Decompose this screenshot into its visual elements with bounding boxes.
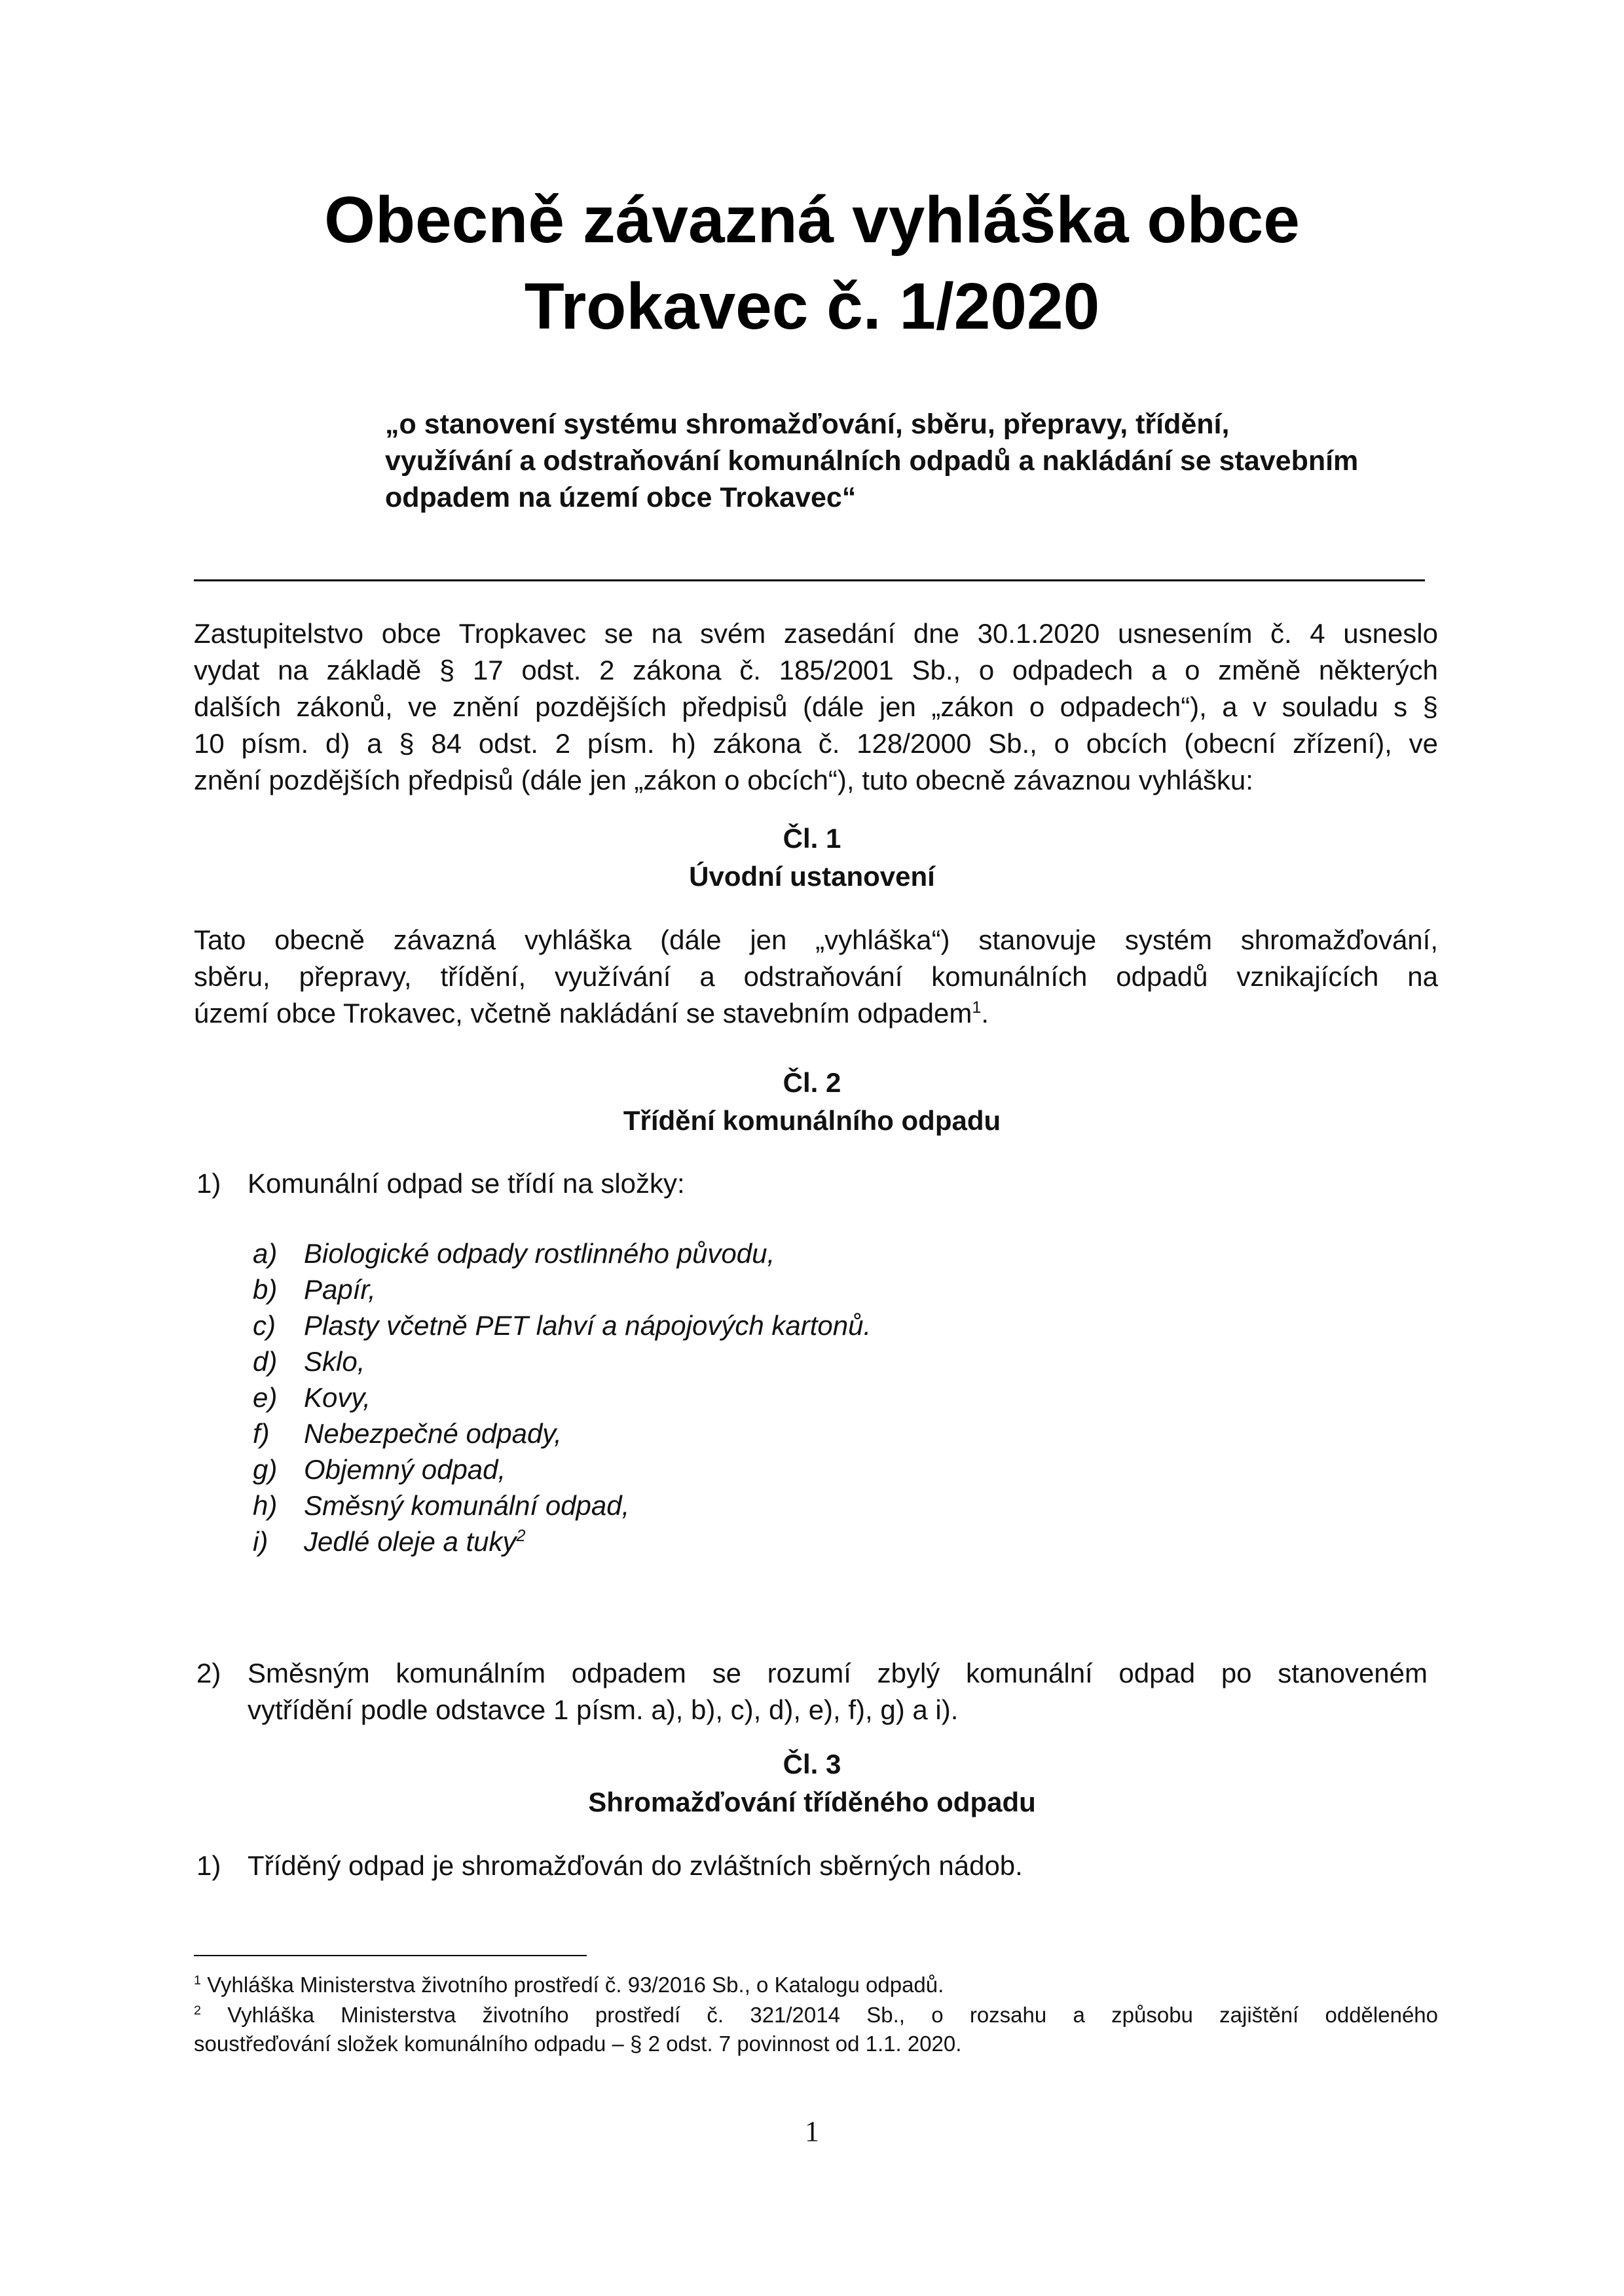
subtitle-line-1: „o stanovení systému shromažďování, sběru, přepravy, třídění, [385, 409, 1230, 440]
clause-number: 2) [196, 1658, 221, 1688]
footnote-text: Vyhláška Ministerstva životního prostředí č. 93/2016 Sb., o Katalogu odpadů. [207, 1973, 944, 1997]
footnote-marker: 1 [194, 1973, 202, 1988]
footnote-marker: 2 [194, 2003, 202, 2018]
preamble-line: 10 písm. d) a § 84 odst. 2 písm. h) zákona č. 128/2000 Sb., o obcích (obecní zřízení), ve [194, 728, 1438, 759]
article-1-heading [0, 820, 1624, 896]
article-number: Čl. 1 [783, 823, 841, 854]
clause-text: Tříděný odpad je shromažďován do zvláštních sběrných nádob. [248, 1850, 1023, 1881]
article-2-heading [0, 1064, 1624, 1140]
clause-text: Směsným komunálním odpadem se rozumí zbylý komunální odpad po stanoveném [248, 1658, 1428, 1688]
footnote-ref-1: 1 [972, 998, 982, 1017]
clause-text: vytřídění podle odstavce 1 písm. a), b), c), d), e), f), g) a i). [248, 1694, 959, 1725]
title-divider [194, 579, 1425, 581]
article-title: Třídění komunálního odpadu [623, 1105, 1001, 1136]
footnote-ref-2: 2 [516, 1527, 526, 1545]
document-page: Obecně závazná vyhláška obce Trokavec č. 1/2020 „o stanovení systému shromažďování, sběru, přepravy, třídění, využívání a odstraňování komunálních odpadů a nakládání se stavebním odpadem na území obce Trokavec“ Zastupitelstvo obce Tropkavec se na svém zasedání dne 30.1.2020 usnesením č. 4 usneslo vydat na základě § 17 odst. 2 zákona č. 185/2001 Sb., o odpadech a o změně některých dalších zákonů, ve znění pozdějších předpisů (dále jen „zákon o odpadech“), a v souladu s § 10 písm. d) a § 84 odst. 2 písm. h) zákona č. 128/2000 Sb., o obcích (obecní zřízení), ve znění pozdějších předpisů (dále jen „zákon o obcích“), tuto obecně závaznou vyhlášku: Čl. 1 Úvodní ustanovení Tato obecně závazná vyhláška (dále jen „vyhláška“) stanovuje systém shromažďování, sběru, přepravy, třídění, využívání a odstraňování komunálních odpadů vznikajících na území obce Trokavec, včetně nakládání se stavebním odpadem$^1$. Čl. 2 Třídění komunálního odpadu 1) Komunální odpad se třídí na složky: a) Biologické odpady rostlinného původu, b) Papír, c) Plasty včetně PET lahví a nápojových kartonů. d) Sklo, e) Kovy, f) Nebezpečné odpady, g) Objemný odpad, h) Směsný komunální odpad, i) Jedlé oleje a tuky$^2$ 2) Směsným komunálním odpadem se rozumí zbylý komunální odpad po stanoveném vytřídění podle odstavce 1 písm. a), b), c), d), e), f), g) a i). Čl. 3 Shromažďování tříděného odpadu 1) Tříděný odpad je shromažďován do zvláštních sběrných nádob. $^1$ Vyhláška Ministerstva životního prostředí č. 93/2016 Sb., o Katalogu odpadů. $^2$ Vyhláška Ministerstva životního prostředí č. 321/2014 Sb., o rozsahu a způsobu zajištění odděleného soustřeďování složek komunálního odpadu – § 2 odst. 7 povinnost od 1.1. 2020. 1 [0, 0, 1624, 2296]
article-number: Čl. 3 [783, 1749, 841, 1779]
article-1-line: území obce Trokavec, včetně nakládání se stavebním odpadem$^1$. [194, 998, 989, 1029]
preamble-line: Zastupitelstvo obce Tropkavec se na svém zasedání dne 30.1.2020 usnesením č. 4 usneslo [194, 618, 1438, 649]
clause-text: Komunální odpad se třídí na složky: [248, 1168, 685, 1199]
page-number: 1 [805, 2115, 819, 2147]
article-1-line: Tato obecně závazná vyhláška (dále jen „vyhláška“) stanovuje systém shromažďování, [194, 924, 1438, 955]
document-title [0, 177, 1624, 350]
preamble-line: dalších zákonů, ve znění pozdějších předpisů (dále jen „zákon o odpadech“), a v souladu s § [194, 691, 1438, 722]
clause-number: 1) [196, 1168, 221, 1199]
article-1-paragraph [194, 922, 1438, 1032]
footnote-text: Vyhláška Ministerstva životního prostředí č. 321/2014 Sb., o rozsahu a způsobu zajištění odděleného [227, 2003, 1439, 2027]
footnote-2 [194, 2001, 1438, 2058]
footnote-1 [194, 1971, 1438, 1999]
clause-number: 1) [196, 1850, 221, 1881]
article-1-line: sběru, přepravy, třídění, využívání a odstraňování komunálních odpadů vznikajících na [194, 961, 1438, 992]
footnote-text: soustřeďování složek komunálního odpadu – § 2 odst. 7 povinnost od 1.1. 2020. [194, 2032, 962, 2056]
preamble-paragraph [194, 615, 1438, 799]
article-title: Úvodní ustanovení [689, 861, 935, 892]
article-number: Čl. 2 [783, 1067, 841, 1098]
preamble-line: vydat na základě § 17 odst. 2 zákona č. 185/2001 Sb., o odpadech a o změně některých [194, 655, 1438, 685]
document-subtitle [385, 406, 1511, 516]
article-title: Shromažďování tříděného odpadu [588, 1787, 1036, 1817]
preamble-line: znění pozdějších předpisů (dále jen „zákon o obcích“), tuto obecně závaznou vyhlášku: [194, 765, 1253, 795]
title-line-2: Trokavec č. 1/2020 [524, 270, 1100, 343]
subtitle-line-3: odpadem na území obce Trokavec“ [385, 482, 857, 513]
footnote-divider [194, 1955, 587, 1956]
article-3-heading [0, 1745, 1624, 1821]
subtitle-line-2: využívání a odstraňování komunálních odpadů a nakládání se stavebním [385, 445, 1359, 477]
title-line-1: Obecně závazná vyhláška obce [324, 183, 1300, 257]
